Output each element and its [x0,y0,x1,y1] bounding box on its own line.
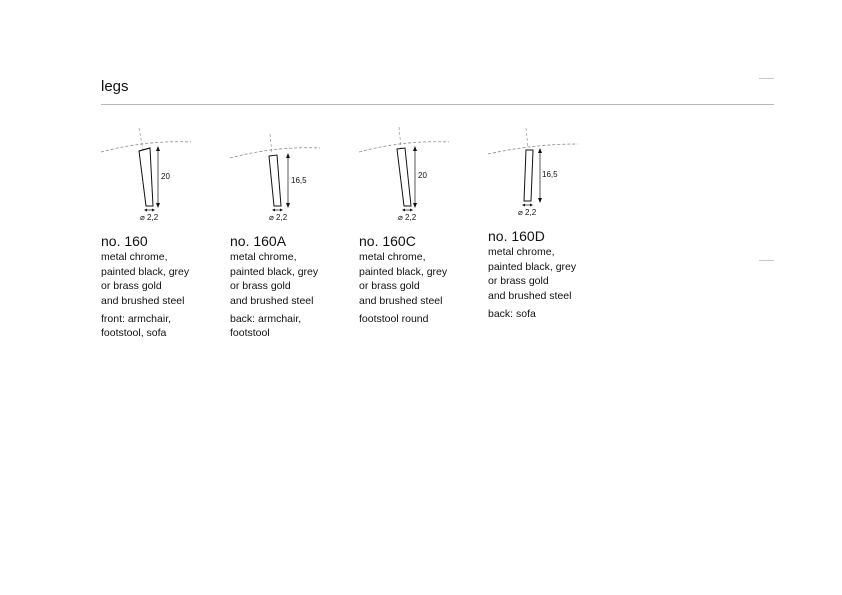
usage-line: footstool, sofa [101,327,167,339]
leg-description-160d [488,245,576,303]
leg-drawing-160 [101,122,211,227]
description-line: or brass gold [230,280,291,292]
diameter-label-160: ⌀ 2,2 [140,213,159,222]
height-label-160d: 16,5 [542,170,558,179]
height-label-160c: 20 [418,171,427,180]
leg-name-160: no. 160 [101,233,148,249]
leg-drawing-160a [230,122,340,227]
description-line: metal chrome, [488,246,555,258]
leg-card-160c [359,122,484,352]
leg-description-160c [359,250,447,308]
margin-mark-bottom [759,260,774,261]
leg-description-160 [101,250,189,308]
description-line: and brushed steel [101,294,185,307]
description-line: or brass gold [101,280,162,292]
description-line: or brass gold [359,280,420,292]
leg-name-160c: no. 160C [359,233,416,249]
usage-line: back: armchair, [230,313,302,325]
leg-card-160 [101,122,226,352]
usage-line: footstool round [359,313,429,325]
usage-line: front: armchair, [101,313,172,325]
usage-line: back: sofa [488,308,536,320]
leg-usage-160c [359,312,428,326]
description-line: painted black, grey [488,260,577,273]
leg-drawing-160c [359,122,469,227]
title-divider [101,104,774,105]
description-line: and brushed steel [230,294,314,307]
leg-usage-160d [488,307,536,321]
height-label-160a: 16,5 [291,176,307,185]
height-label-160: 20 [161,172,170,181]
margin-mark-top [759,78,774,79]
description-line: painted black, grey [359,265,448,278]
leg-card-160d [488,122,613,352]
leg-name-160d: no. 160D [488,228,545,244]
leg-drawing-160d [488,122,598,227]
leg-usage-160a [230,312,301,340]
description-line: painted black, grey [230,265,319,278]
page-title: legs [101,78,129,95]
usage-line: footstool [230,327,270,339]
leg-name-160a: no. 160A [230,233,287,249]
leg-card-160a [230,122,355,352]
description-line: metal chrome, [359,251,426,263]
leg-description-160a [230,250,318,308]
description-line: metal chrome, [101,251,168,263]
diameter-label-160a: ⌀ 2,2 [269,213,288,222]
description-line: and brushed steel [359,294,443,307]
description-line: and brushed steel [488,289,572,302]
description-line: painted black, grey [101,265,190,278]
leg-usage-160 [101,312,171,340]
diameter-label-160d: ⌀ 2,2 [518,208,537,217]
description-line: or brass gold [488,275,549,287]
description-line: metal chrome, [230,251,297,263]
diameter-label-160c: ⌀ 2,2 [398,213,417,222]
